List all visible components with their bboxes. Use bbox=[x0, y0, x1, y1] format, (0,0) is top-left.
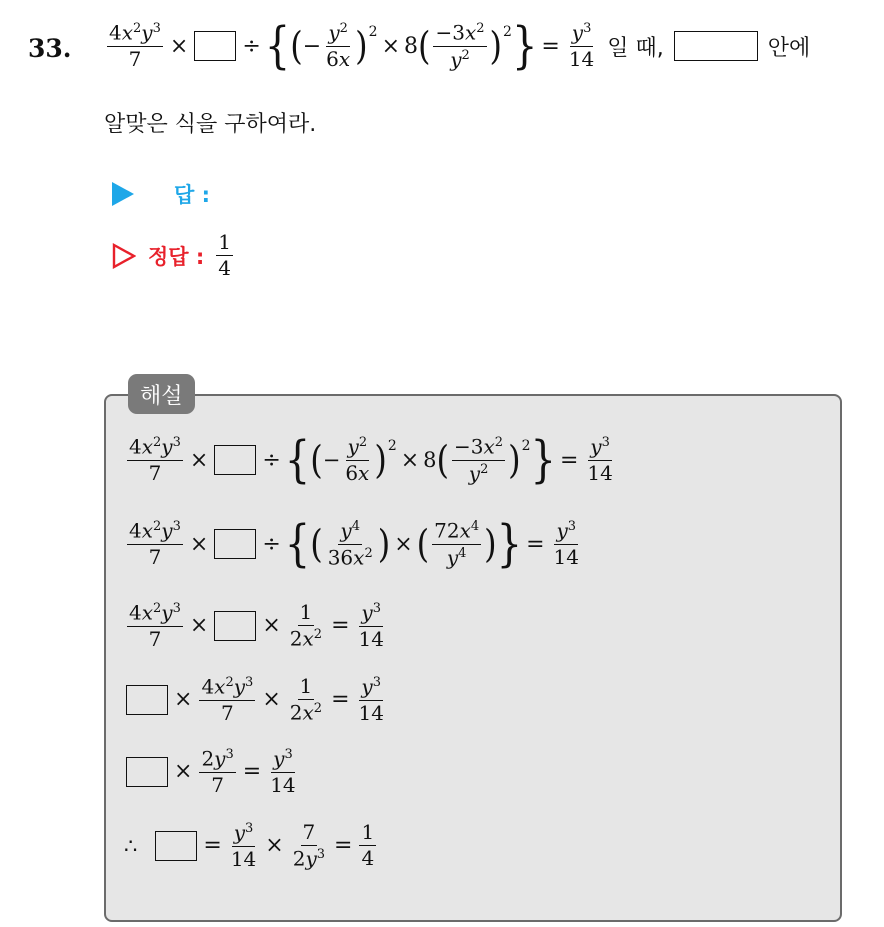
blank-box bbox=[214, 529, 256, 559]
solution-tag: 해설 bbox=[128, 374, 195, 414]
question-number: 33. bbox=[28, 34, 72, 63]
solution-step-2: $\frac{4x^2y^3}{7}$ × ÷ { ( $\frac{y^4}{36x^2}$ ) × ( $\frac{72x^4}{y^4}$ ) } = $\frac{y^3}{14}$ bbox=[129, 515, 579, 573]
blank-box bbox=[214, 611, 256, 641]
answer-label: 답 : bbox=[174, 183, 210, 207]
solution-step-4: × $\frac{4x^2y^3}{7}$ × $\frac{1}{2x^2}$ = $\frac{y^3}{14}$ bbox=[124, 676, 389, 724]
blank-box bbox=[126, 757, 168, 787]
solution-step-3: $\frac{4x^2y^3}{7}$ × × $\frac{1}{2x^2}$ = $\frac{y^3}{14}$ bbox=[129, 600, 384, 651]
solution-step-5: × $\frac{2y^3}{7}$ = $\frac{y^3}{14}$ bbox=[124, 748, 301, 796]
blank-box bbox=[214, 445, 256, 475]
blank-box bbox=[155, 831, 197, 861]
correct-answer-row bbox=[112, 232, 236, 279]
question-text-inside: 안에 bbox=[767, 35, 811, 61]
play-filled-icon bbox=[112, 182, 134, 206]
fraction: $\frac{4x^2y^3}{7}$ bbox=[109, 20, 161, 71]
play-outline-icon bbox=[112, 243, 136, 269]
solution-step-6: ∴ = $\frac{y^3}{14}$ × $\frac{7}{2y^3}$ = $\frac{1}{4}$ bbox=[124, 820, 375, 871]
answer-row bbox=[112, 179, 210, 209]
blank-box bbox=[194, 31, 236, 61]
question-line-2: 알맞은 식을 구하여라. bbox=[104, 112, 317, 137]
correct-answer-value: $\frac{1}{4}$ bbox=[218, 230, 232, 280]
question-equation: $\frac{4x^2y^3}{7}$ × ÷ { ( − $\frac{y^2}{6x}$ ) 2 × 8 ( $\frac{-3x^2}{y^2}$ ) 2 } = $\frac{y^3}{14}$ 일 때, 안에 bbox=[109, 17, 811, 75]
question-text-when: 일 때, bbox=[607, 35, 664, 61]
correct-answer-label: 정답 : bbox=[148, 244, 205, 269]
therefore-symbol: ∴ bbox=[124, 833, 138, 858]
blank-box bbox=[126, 685, 168, 715]
answer-blank-box bbox=[674, 31, 758, 61]
solution-step-1: $\frac{4x^2y^3}{7}$ × ÷ { ( − $\frac{y^2}{6x}$ ) 2 × 8 ( $\frac{-3x^2}{y^2}$ ) 2 } = $\frac{y^3}{14}$ bbox=[129, 431, 613, 489]
